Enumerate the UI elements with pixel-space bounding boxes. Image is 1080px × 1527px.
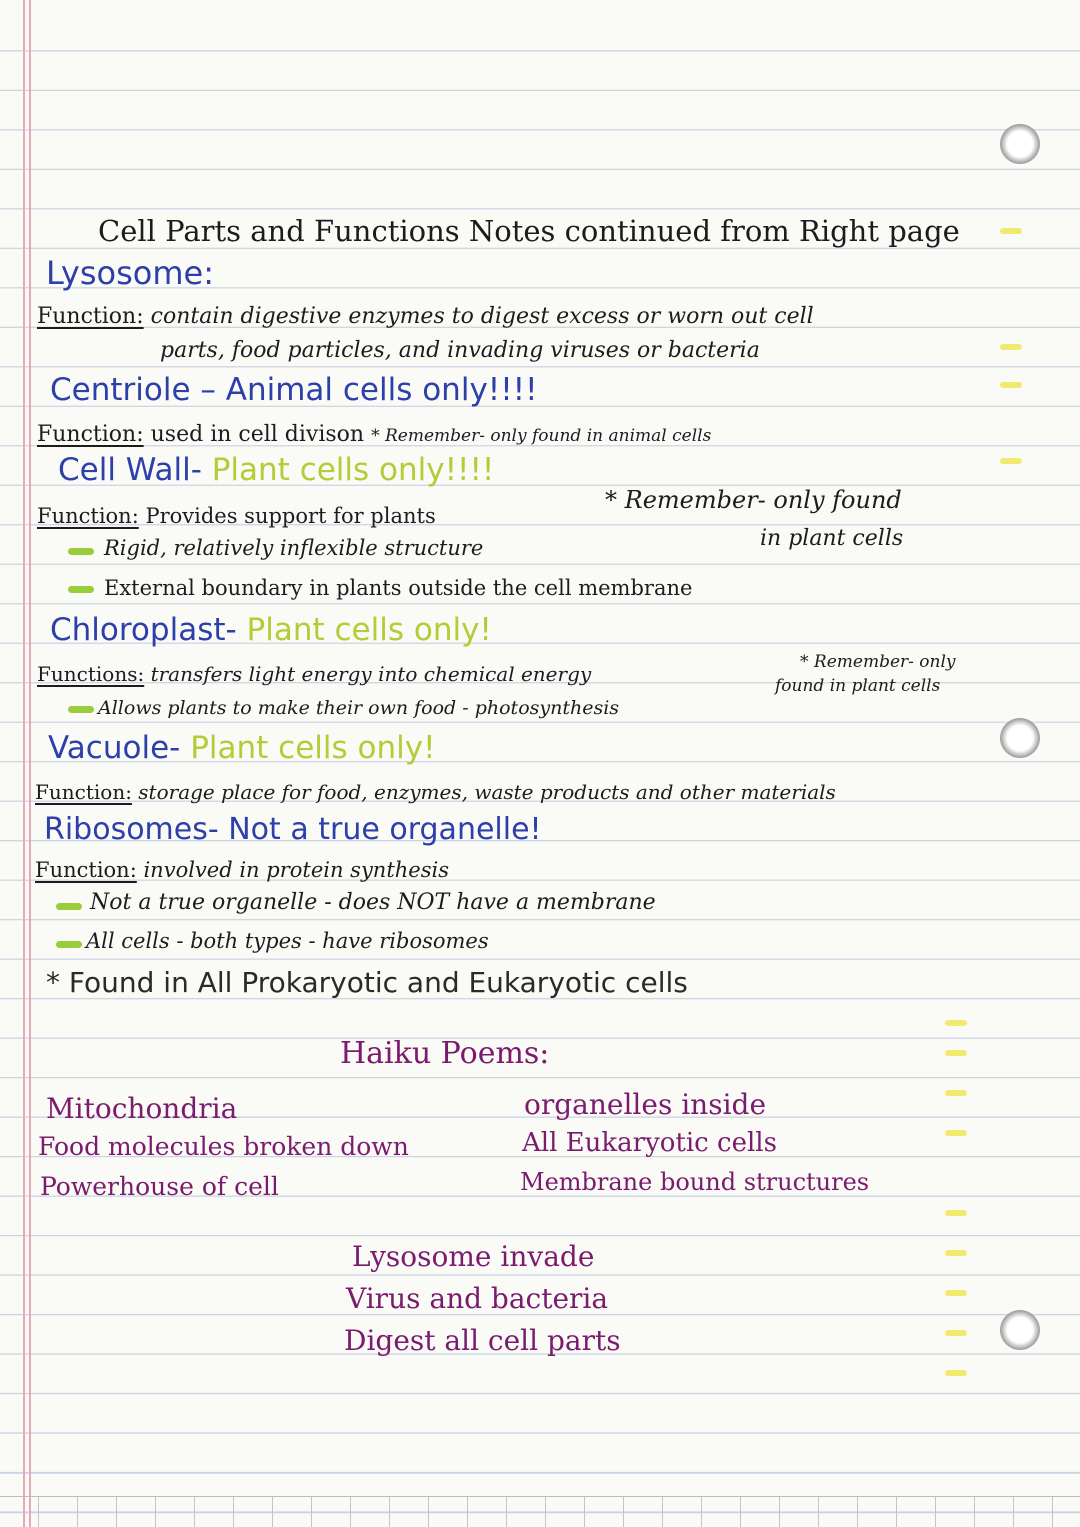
lysosome-function-text: contain digestive enzymes to digest excess or worn out cell (150, 304, 814, 329)
haiku-3-line-3: Digest all cell parts (344, 1324, 621, 1357)
page-title: Cell Parts and Functions Notes continued from Right page (98, 214, 960, 248)
function-label: Function: (37, 304, 144, 329)
cell-wall-bullet-1: Rigid, relatively inflexible structure (104, 536, 484, 560)
haiku-heading: Haiku Poems: (340, 1036, 550, 1071)
cell-wall-remember-1: * Remember- only found (605, 486, 902, 514)
chloroplast-bullet-1: Allows plants to make their own food - photosynthesis (98, 697, 620, 719)
haiku-3-line-2: Virus and bacteria (346, 1282, 609, 1315)
cell-wall-remember-2: in plant cells (760, 526, 904, 551)
haiku-2-line-2: All Eukaryotic cells (522, 1128, 777, 1158)
vacuole-function-text: storage place for food, enzymes, waste products and other materials (138, 780, 836, 804)
function-label: Function: (35, 780, 132, 804)
bottom-grid-strip (0, 1496, 1080, 1527)
cell-wall-bullet-2: External boundary in plants outside the cell membrane (104, 576, 693, 600)
haiku-2-line-1: organelles inside (524, 1088, 767, 1121)
haiku-1-line-2: Food molecules broken down (38, 1132, 409, 1161)
function-label: Functions: (37, 662, 145, 686)
ribosomes-star-note: * Found in All Prokaryotic and Eukaryotic cells (46, 966, 688, 999)
ribosomes-heading: Ribosomes- Not a true organelle! (44, 812, 542, 847)
cell-wall-note: Plant cells only!!!! (211, 452, 495, 488)
haiku-1-line-1: Mitochondria (46, 1092, 238, 1125)
ribosomes-bullet-2: All cells - both types - have ribosomes (86, 929, 489, 953)
function-label: Function: (37, 504, 139, 528)
chloroplast-heading: Chloroplast- (50, 612, 237, 648)
cell-wall-heading: Cell Wall- (58, 452, 202, 488)
chloroplast-remember-1: * Remember- only (800, 652, 956, 672)
haiku-3-line-1: Lysosome invade (352, 1240, 595, 1273)
vacuole-note: Plant cells only! (190, 730, 436, 766)
centriole-heading: Centriole – Animal cells only!!!! (50, 372, 538, 408)
lysosome-heading: Lysosome: (46, 254, 214, 292)
haiku-1-line-3: Powerhouse of cell (40, 1172, 279, 1201)
centriole-remember-note: * Remember- only found in animal cells (371, 426, 712, 446)
cell-wall-function-text: Provides support for plants (145, 504, 436, 528)
bullet-mark (68, 706, 94, 713)
lysosome-function-text-cont: parts, food particles, and invading viruses or bacteria (160, 338, 760, 363)
vacuole-heading: Vacuole- (48, 730, 181, 766)
ribosomes-function-text: involved in protein synthesis (143, 858, 449, 882)
ribosomes-bullet-1: Not a true organelle - does NOT have a membrane (90, 890, 656, 915)
chloroplast-note: Plant cells only! (246, 612, 492, 648)
chloroplast-remember-2: found in plant cells (775, 676, 941, 696)
function-label: Function: (35, 858, 137, 882)
chloroplast-function-text: transfers light energy into chemical energy (150, 662, 592, 686)
bullet-mark (68, 548, 94, 555)
function-label: Function: (37, 422, 144, 447)
haiku-2-line-3: Membrane bound structures (520, 1168, 870, 1196)
bullet-mark (68, 586, 94, 593)
bullet-mark (56, 941, 82, 948)
centriole-function-text: used in cell divison (150, 422, 365, 447)
bullet-mark (56, 903, 82, 910)
